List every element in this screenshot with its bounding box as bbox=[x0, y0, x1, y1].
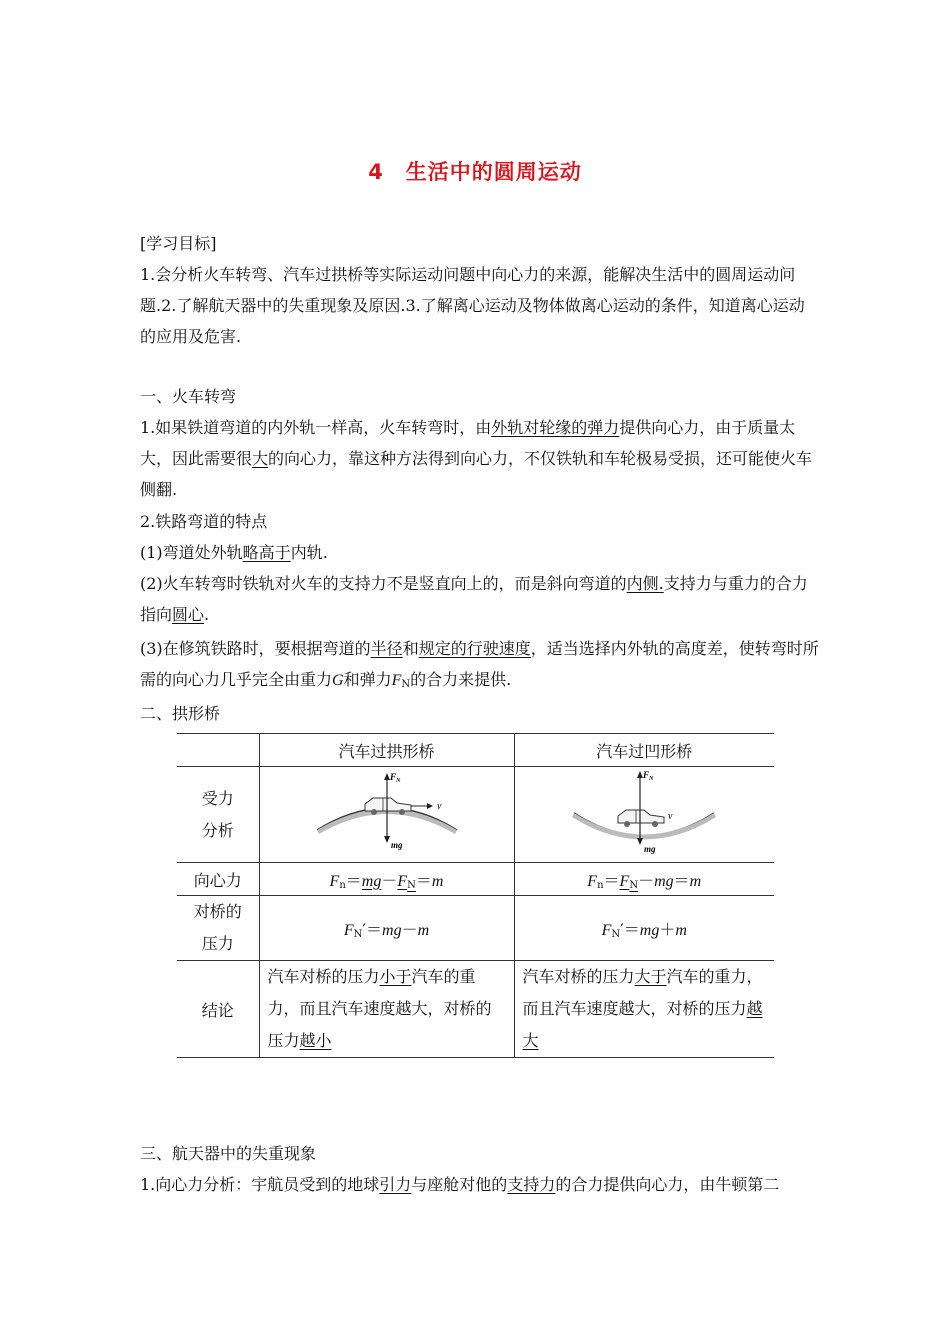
normal-force-label: $F_N$ bbox=[389, 771, 400, 784]
page-title: 4 生活中的圆周运动 bbox=[368, 160, 582, 184]
arch-centripetal-formula: $F_n=mg-F_N=m$ bbox=[259, 863, 514, 896]
section1-paragraph-1: 1.如果铁道弯道的内外轨一样高，火车转弯时，由外轨对轮缘的弹力提供向心力，由于质量太大，因此需要很大的向心力，靠这种方法得到向心力，不仅铁轨和车轮极易受损，还可能使火车侧翻. bbox=[140, 418, 813, 499]
gravity-label: mg bbox=[390, 839, 403, 850]
normal-force-label: $F_N$ bbox=[643, 769, 654, 782]
concave-centripetal-formula: $F_n=F_N-mg=m$ bbox=[514, 863, 774, 896]
row-label-pressure-on-bridge: 对桥的 压力 bbox=[177, 896, 259, 961]
row-label-force-analysis: 受力 分析 bbox=[177, 767, 259, 863]
arch-bridge-diagram bbox=[259, 767, 514, 863]
row-label-conclusion: 结论 bbox=[177, 961, 259, 1058]
arch-pressure-formula: $F_N'=mg-m$ bbox=[259, 896, 514, 961]
section1-paragraph-4: (2)火车转弯时铁轨对火车的支持力不是竖直向上的，而是斜向弯道的内侧.支持力与重力的合力指向圆心. bbox=[140, 574, 808, 624]
arch-bridge-figure bbox=[287, 768, 487, 858]
section2-heading: 二、拱形桥 bbox=[140, 704, 221, 723]
section1-paragraph-2: 2.铁路弯道的特点 bbox=[140, 512, 268, 531]
section1-paragraph-5: (3)在修筑铁路时，要根据弯道的半径和规定的行驶速度，适当选择内外轨的高度差，使转弯时所需的向心力几乎完全由重力G和弹力$F_N$的合力来提供. bbox=[140, 639, 819, 690]
section1-paragraph-3: (1)弯道处外轨略高于内轨. bbox=[140, 543, 328, 562]
concave-bridge-diagram bbox=[514, 767, 774, 863]
section3-paragraph-1: 1.向心力分析：宇航员受到的地球引力与座舱对他的支持力的合力提供向心力，由牛顿第二 bbox=[140, 1175, 780, 1194]
gravity-label: mg bbox=[644, 843, 656, 854]
column-header-concave-bridge: 汽车过凹形桥 bbox=[514, 734, 774, 767]
concave-bridge-figure bbox=[544, 768, 744, 858]
row-label-centripetal-force: 向心力 bbox=[177, 863, 259, 896]
velocity-label: v bbox=[668, 810, 673, 822]
column-header-arch-bridge: 汽车过拱形桥 bbox=[259, 734, 514, 767]
concave-pressure-formula: $F_N'=mg+m$ bbox=[514, 896, 774, 961]
objectives-heading: [学习目标] bbox=[140, 234, 217, 253]
concave-conclusion: 汽车对桥的压力大于汽车的重力，而且汽车速度越大，对桥的压力越大 bbox=[514, 961, 774, 1058]
table-corner bbox=[177, 734, 259, 767]
section1-heading: 一、火车转弯 bbox=[140, 387, 237, 406]
arch-conclusion: 汽车对桥的压力小于汽车的重力，而且汽车速度越大，对桥的压力越小 bbox=[259, 961, 514, 1058]
bridge-comparison-table bbox=[177, 733, 774, 1058]
objectives-text: 1.会分析火车转弯、汽车过拱桥等实际运动问题中向心力的来源，能解决生活中的圆周运动问题.2.了解航天器中的失重现象及原因.3.了解离心运动及物体做离心运动的条件，知道离心运动的应用及危害. bbox=[140, 265, 805, 346]
car-icon bbox=[618, 810, 664, 827]
velocity-label: v bbox=[436, 800, 441, 812]
section3-heading: 三、航天器中的失重现象 bbox=[140, 1144, 317, 1163]
